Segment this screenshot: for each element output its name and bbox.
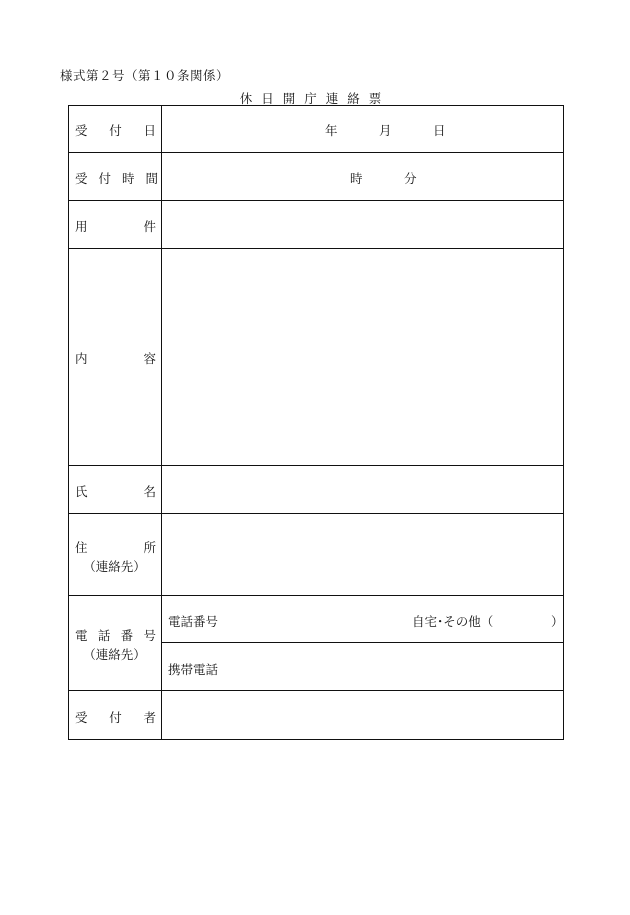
form-number: 様式第２号（第１０条関係） — [60, 68, 230, 83]
phone-type-label: 自宅･その他（ — [412, 614, 494, 629]
address-label: 住 所 — [75, 540, 156, 555]
name-label: 氏 名 — [75, 484, 156, 499]
matter-label: 用 件 — [75, 219, 156, 234]
phone-contact-sublabel: （連絡先） — [83, 647, 146, 662]
form-title: 休日開庁連絡票 — [239, 91, 391, 106]
label-column-divider — [161, 105, 162, 740]
mobile-phone-label: 携帯電話 — [168, 662, 219, 677]
row-divider — [68, 248, 564, 249]
day-label: 日 — [433, 123, 446, 138]
hour-label: 時 — [350, 171, 363, 186]
row-divider — [68, 595, 564, 596]
row-divider — [68, 513, 564, 514]
minute-label: 分 — [404, 171, 417, 186]
details-label: 内 容 — [75, 351, 156, 366]
row-divider — [68, 690, 564, 691]
year-label: 年 — [325, 123, 338, 138]
row-divider — [68, 200, 564, 201]
phone-split-divider — [161, 642, 564, 643]
address-contact-sublabel: （連絡先） — [83, 559, 146, 574]
row-divider — [68, 465, 564, 466]
month-label: 月 — [379, 123, 392, 138]
phone-type-close: ） — [551, 614, 564, 629]
contact-form-table — [68, 105, 564, 740]
receiver-label: 受 付 者 — [75, 710, 156, 725]
reception-date-label: 受 付 日 — [75, 123, 156, 138]
row-divider — [68, 152, 564, 153]
phone-number-label: 電 話 番 号 — [75, 628, 156, 643]
phone-field-label: 電話番号 — [168, 614, 219, 629]
reception-time-label: 受 付 時 間 — [75, 171, 159, 186]
